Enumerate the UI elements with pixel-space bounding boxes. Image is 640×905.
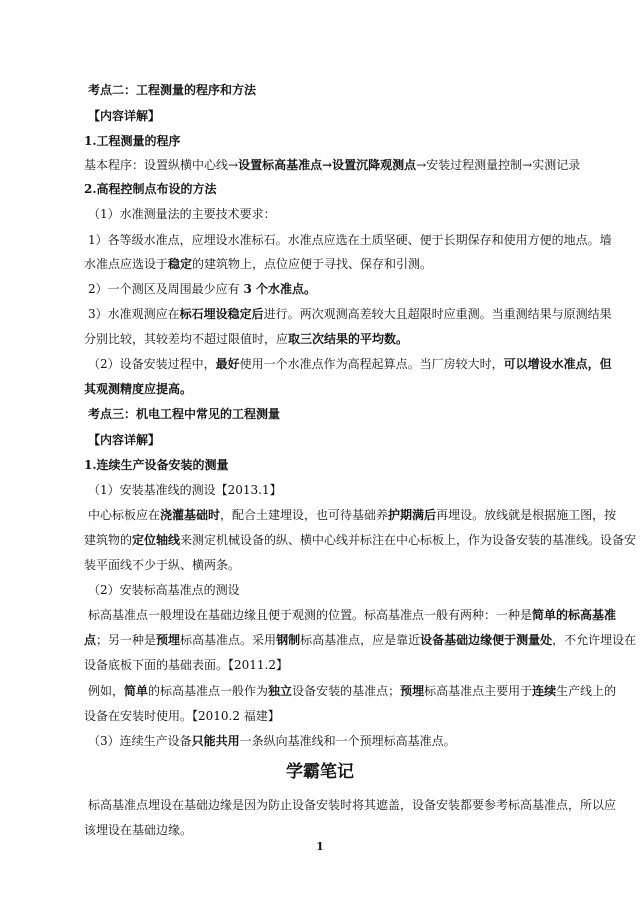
notes-title: 学霸笔记	[286, 762, 354, 782]
text-span: （2）设备安装过程中，	[88, 357, 216, 371]
text-span: 的建筑物上，点位应便于寻找、保存和引测。	[192, 257, 433, 271]
paragraph-item-2: （2）安装标高基准点的测设	[88, 583, 240, 597]
text-span: 水准点应选设于	[84, 257, 169, 271]
paragraph-line: 1）各等级水准点，应埋设水准标石。水准点应选在土质坚硬、便于长期保存和使用方便的地点。墙	[88, 233, 612, 247]
text-span: 使用一个水准点作为高程起算点。当厂房较大时，	[239, 357, 504, 371]
text-span: 的标高基准点一般作为	[148, 684, 269, 698]
bold-span: 只能共用	[191, 734, 240, 748]
subheading-continuous-production: 1.连续生产设备安装的测量	[84, 458, 229, 472]
paragraph-line	[88, 281, 316, 297]
text-span: 来测定机械设备的纵、横中心线并标注在中心标板上，作为设备安装的基准线。设备安	[180, 533, 637, 547]
paragraph-basic-program	[84, 157, 580, 173]
text-span: 3）水准观测应在	[88, 307, 180, 321]
text-span: ；另一种是	[96, 633, 157, 647]
bold-span: 定位轴线	[132, 533, 181, 547]
text-span: 标高基准点，应是靠近	[300, 633, 421, 647]
section-title-3: 考点三：机电工程中常见的工程测量	[88, 407, 281, 421]
paragraph-line: 设备底板下面的基础表面。【2011.2】	[84, 658, 288, 672]
bold-span: 连续	[532, 684, 557, 698]
text-span: 2）一个测区及周围最少应有	[88, 282, 244, 296]
text-span: 标高基准点主要用于	[424, 684, 533, 698]
bold-span: 3 个水准点。	[243, 282, 316, 296]
bold-span: 预埋	[156, 633, 181, 647]
text-span: （3）连续生产设备	[88, 734, 192, 748]
text-span: 中心标板应在	[88, 508, 161, 522]
bold-span: 可以增设水准点，但	[503, 357, 612, 371]
bold-span: 点	[84, 633, 97, 647]
notes-line: 标高基准点埋设在基础边缘是因为防止设备安装时将其遮盖，设备安装都要参考标高基准点，所以应	[88, 798, 617, 812]
section-title-2: 考点二：工程测量的程序和方法	[88, 83, 257, 97]
paragraph-item-1: （1）安装基准线的测设【2013.1】	[88, 483, 282, 497]
paragraph-line	[88, 683, 616, 699]
text-span: 建筑物的	[84, 533, 133, 547]
content-detail-label: 【内容详解】	[88, 109, 161, 123]
paragraph-line: 装平面线不少于纵、横两条。	[84, 558, 241, 572]
text-span: 再埋设。放线就是根据施工图，按	[436, 508, 617, 522]
bold-span: 标石埋设稳定后	[179, 307, 264, 321]
content-detail-label: 【内容详解】	[88, 433, 161, 447]
subheading-measurement-program: 1.工程测量的程序	[84, 134, 181, 148]
text-span: →安装过程测量控制→实测记录	[416, 158, 581, 172]
page-number: 1	[316, 840, 324, 853]
text-span: 生产线上的	[556, 684, 617, 698]
text-span: 例如，	[88, 684, 125, 698]
paragraph-line	[84, 256, 432, 272]
paragraph-line	[88, 306, 612, 322]
paragraph-line	[84, 331, 408, 347]
paragraph-item-3	[88, 733, 456, 749]
bold-span: 稳定	[168, 257, 193, 271]
text-span: 基本程序：设置纵横中心线→	[84, 158, 239, 172]
bold-span: 简单	[124, 684, 149, 698]
notes-line: 该埋设在基础边缘。	[84, 823, 193, 837]
text-span: ，不允许埋设在	[552, 633, 637, 647]
paragraph-line: 设备在安装时使用。【2010.2 福建】	[84, 709, 280, 723]
bold-span: 预埋	[400, 684, 425, 698]
subheading-control-points: 2.高程控制点布设的方法	[84, 182, 217, 196]
paragraph-line	[88, 507, 616, 523]
bold-span: 钢制	[276, 633, 301, 647]
text-span: 标高基准点。采用	[180, 633, 277, 647]
bold-span: 取三次结果的平均数。	[288, 332, 409, 346]
bold-span: 设置标高基准点→设置沉降观测点	[238, 158, 417, 172]
paragraph-item-1: （1）水准测量法的主要技术要求：	[88, 207, 276, 221]
bold-span: 浇灌基础时	[160, 508, 221, 522]
paragraph-line	[84, 532, 636, 548]
bold-span: 护期满后	[388, 508, 437, 522]
text-span: 一条纵向基准线和一个预埋标高基准点。	[239, 734, 456, 748]
bold-span: 最好	[215, 357, 240, 371]
bold-span: 设备基础边缘便于测量处	[420, 633, 553, 647]
paragraph-line: 其观测精度应提高。	[84, 382, 193, 396]
paragraph-line	[88, 356, 612, 372]
text-span: 分别比较，其较差均不超过限值时，应	[84, 332, 289, 346]
bold-span: 简单的标高基准	[532, 608, 617, 622]
bold-span: 独立	[268, 684, 293, 698]
text-span: 进行。两次观测高差较大且超限时应重测。当重测结果与原测结果	[263, 307, 612, 321]
text-span: ，配合土建埋设，也可待基础养	[220, 508, 389, 522]
paragraph-line	[84, 632, 636, 648]
text-span: 设备安装的基准点；	[292, 684, 401, 698]
text-span: 标高基准点一般埋设在基础边缘且便于观测的位置。标高基准点一般有两种：一种是	[88, 608, 533, 622]
paragraph-line	[88, 607, 616, 623]
